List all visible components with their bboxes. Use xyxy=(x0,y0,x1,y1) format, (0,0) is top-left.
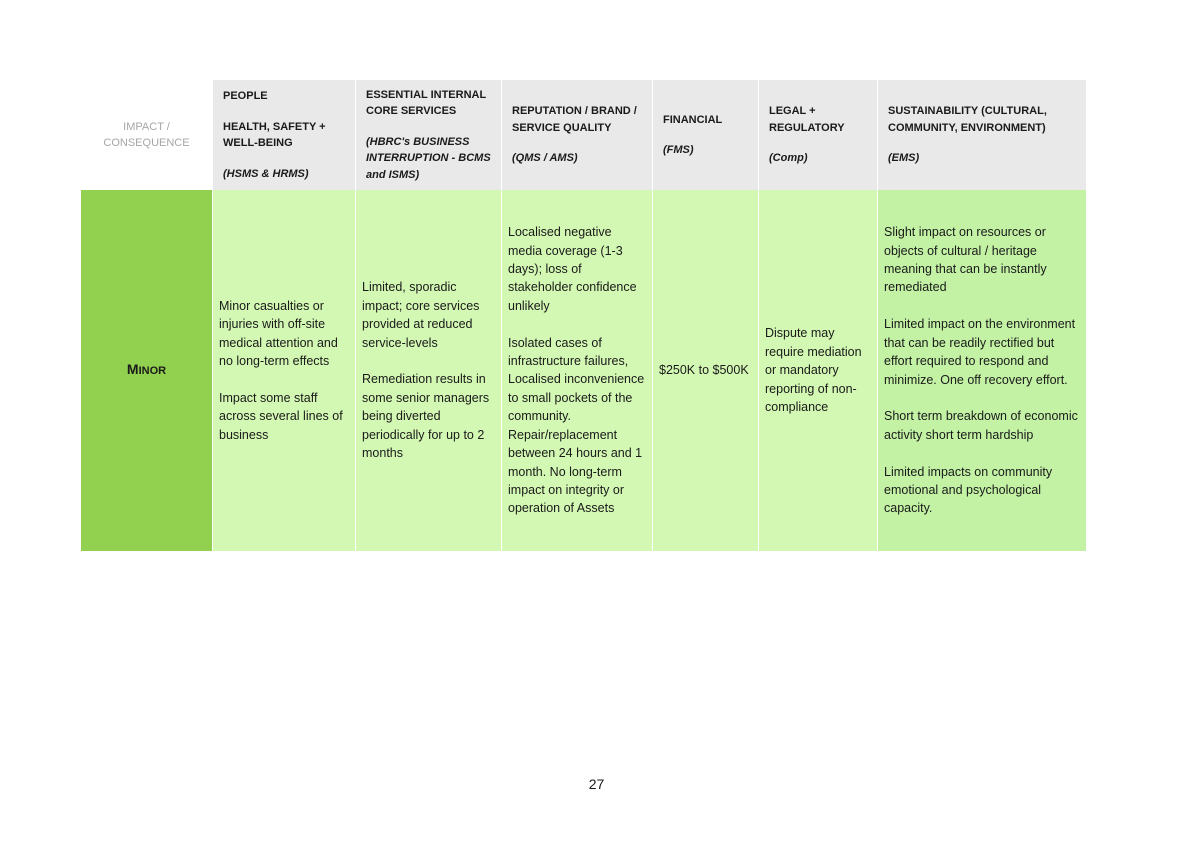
level-initial: M xyxy=(126,361,139,378)
header-line: INTERRUPTION - BCMS xyxy=(366,152,491,165)
corner-line: CONSEQUENCE xyxy=(103,137,190,149)
header-line: (FMS) xyxy=(663,144,694,156)
cell-legal xyxy=(759,190,878,551)
header-reputation xyxy=(502,80,653,190)
page-number: 27 xyxy=(588,776,605,792)
cell-paragraph: Limited, sporadic impact; core services provided at reduced service-levels xyxy=(362,280,480,350)
cell-paragraph: Limited impact on the environment that can be readily rectified but effort required to respond and minimize. One off recovery effort. xyxy=(884,317,1076,387)
header-essential xyxy=(356,80,502,190)
cell-sustainability xyxy=(878,190,1086,551)
cell-paragraph: Slight impact on resources or objects of cultural / heritage meaning that can be instantly remediated xyxy=(884,225,1047,295)
consequence-row-minor xyxy=(81,190,1086,551)
header-line: (HBRC's BUSINESS xyxy=(366,135,470,148)
header-people xyxy=(213,80,356,190)
header-sustainability xyxy=(878,80,1086,190)
corner-header xyxy=(81,80,213,190)
cell-paragraph: Impact some staff across several lines of business xyxy=(219,390,343,442)
cell-paragraph: $250K to $500K xyxy=(659,363,749,378)
header-legal xyxy=(759,80,878,190)
header-line: HEALTH, SAFETY + xyxy=(223,120,326,133)
header-line: (QMS / AMS) xyxy=(512,152,578,165)
header-financial xyxy=(653,80,759,190)
header-line: REPUTATION / BRAND / xyxy=(512,105,637,118)
level-label xyxy=(81,190,213,551)
header-line: REGULATORY xyxy=(769,121,845,134)
header-line: CORE SERVICES xyxy=(366,105,457,118)
header-line: FINANCIAL xyxy=(663,113,723,126)
cell-paragraph: Minor casualties or injuries with off-site medical attention and no long-term effects xyxy=(219,298,338,369)
cell-paragraph: Remediation results in some senior managers being diverted periodically for up to 2 months xyxy=(362,372,490,461)
header-line: COMMUNITY, ENVIRONMENT) xyxy=(888,121,1046,134)
header-line: (EMS) xyxy=(888,152,920,165)
header-line: (HSMS & HRMS) xyxy=(223,167,309,180)
header-line: WELL-BEING xyxy=(223,137,293,149)
level-rest: INOR xyxy=(138,365,167,378)
cell-paragraph: Short term breakdown of economic activity short term hardship xyxy=(884,409,1078,442)
header-line: ESSENTIAL INTERNAL xyxy=(366,88,487,101)
consequence-table xyxy=(80,80,1086,551)
cell-paragraph: Isolated cases of infrastructure failures, Localised inconvenience to small pockets of the community. Repair/replacement between 24 hours and 1 month. No long-term impact on integrity or operation of Assets xyxy=(508,335,645,516)
header-line: SERVICE QUALITY xyxy=(512,121,612,134)
header-line: LEGAL + xyxy=(769,105,816,118)
cell-paragraph: Dispute may require mediation or mandatory reporting of non-compliance xyxy=(765,326,862,415)
header-line: and ISMS) xyxy=(366,168,420,181)
corner-line: IMPACT / xyxy=(123,121,170,133)
cell-reputation xyxy=(502,190,653,551)
cell-paragraph: Limited impacts on community emotional and psychological capacity. xyxy=(884,464,1053,516)
cell-paragraph: Localised negative media coverage (1-3 days); loss of stakeholder confidence unlikely xyxy=(508,225,637,313)
cell-essential xyxy=(356,190,502,551)
header-line: (Comp) xyxy=(769,152,808,165)
header-row xyxy=(81,80,1086,190)
cell-people xyxy=(213,190,356,551)
cell-financial xyxy=(653,190,759,551)
header-line: SUSTAINABILITY (CULTURAL, xyxy=(888,105,1047,118)
header-line: PEOPLE xyxy=(223,90,268,102)
